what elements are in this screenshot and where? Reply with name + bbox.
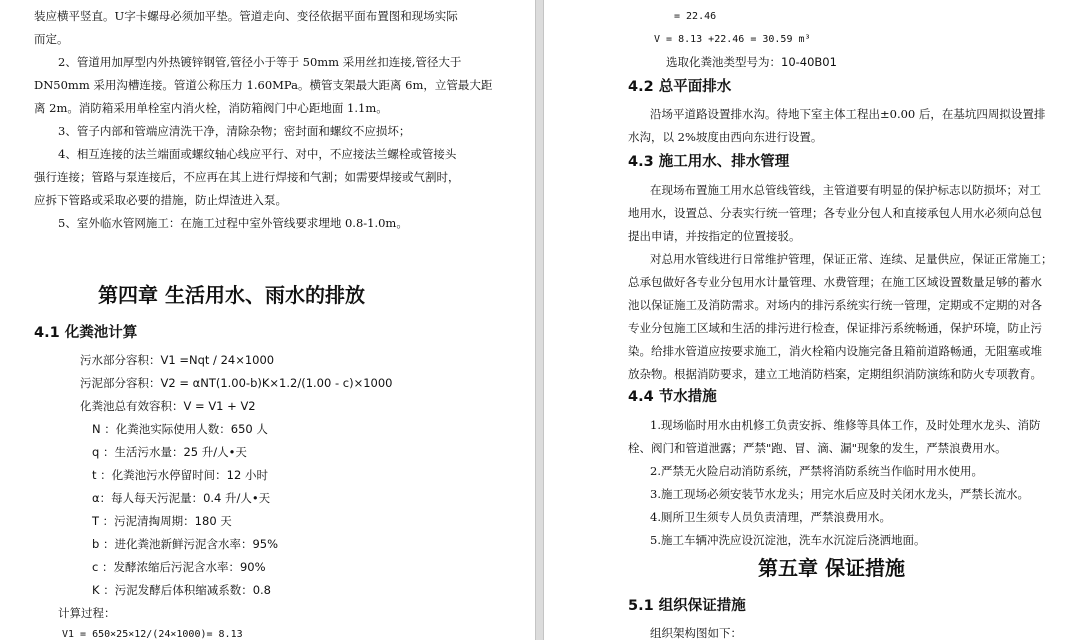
right-page <box>544 0 1080 640</box>
paragraph-line: 地用水，设置总、分表实行统一管理；各专业分包人和直接承包人用水必须向总包 <box>628 206 1042 220</box>
paragraph-line: 染。给排水管道应按要求施工，消火栓箱内设施完备且箱前道路畅通，无阻塞或堆 <box>628 344 1042 358</box>
paragraph-line: 4.厕所卫生须专人员负责清理，严禁浪费用水。 <box>650 510 891 524</box>
variable-c: c ：发酵浓缩后污泥含水率：90% <box>92 560 266 574</box>
section-5-1-heading: 5.1 组织保证措施 <box>628 598 746 614</box>
paragraph-line: 专业分包施工区域和生活的排污进行检查，保证排污系统畅通，保护环境，防止污 <box>628 321 1042 335</box>
paragraph-line: 5、室外临水管网施工：在施工过程中室外管线要求埋地 0.8-1.0m。 <box>58 216 408 230</box>
paragraph-line: 3、管子内部和管端应清洗干净，清除杂物；密封面和螺纹不应损坏； <box>58 124 411 138</box>
section-4-3-heading: 4.3 施工用水、排水管理 <box>628 154 790 170</box>
formula-v: 化粪池总有效容积：V = V1 + V2 <box>80 399 256 413</box>
variable-q: q ：生活污水量：25 升/人•天 <box>92 445 247 459</box>
paragraph-line: 总承包做好各专业分包用水计量管理、水费管理；在施工区域设置数量足够的蓄水 <box>628 275 1042 289</box>
paragraph-line: 3.施工现场必须安装节水龙头；用完水后应及时关闭水龙头，严禁长流水。 <box>650 487 1029 501</box>
paragraph-line: 1.现场临时用水由机修工负责安拆、维修等具体工作，及时处理水龙头、消防 <box>650 418 1041 432</box>
paragraph-line: 水沟，以 2%坡度由西向东进行设置。 <box>628 130 823 144</box>
calc-v-total: V = 8.13 +22.46 = 30.59 m³ <box>654 34 811 45</box>
paragraph-line: 应拆下管路或采取必要的措施，防止焊渣进入泵。 <box>34 193 287 207</box>
formula-v2: 污泥部分容积：V2 = αNT(1.00-b)K×1.2/(1.00 - c)×1000 <box>80 376 393 390</box>
tank-type: 选取化粪池类型号为：10-40B01 <box>666 55 837 69</box>
page-gutter <box>535 0 544 640</box>
section-4-4-heading: 4.4 节水措施 <box>628 389 717 405</box>
chapter-5-heading: 第五章 保证措施 <box>758 556 905 580</box>
calc-v1: V1 = 650×25×12/(24×1000)= 8.13 <box>62 629 243 640</box>
formula-v1: 污水部分容积：V1 =Nqt / 24×1000 <box>80 353 275 367</box>
paragraph-line: 4、相互连接的法兰端面或螺纹轴心线应平行、对中，不应接法兰螺栓或管接头 <box>58 147 457 161</box>
paragraph-line: 5.施工车辆冲洗应设沉淀池，洗车水沉淀后浇洒地面。 <box>650 533 926 547</box>
variable-k: K ：污泥发酵后体积缩减系数：0.8 <box>92 583 271 597</box>
paragraph-line: 提出申请，并按指定的位置接驳。 <box>628 229 801 243</box>
variable-alpha: α：每人每天污泥量：0.4 升/人•天 <box>92 491 271 505</box>
variable-n: N ：化粪池实际使用人数：650 人 <box>92 422 268 436</box>
paragraph-line: 2.严禁无火险启动消防系统，严禁将消防系统当作临时用水使用。 <box>650 464 983 478</box>
variable-T: T ：污泥清掏周期：180 天 <box>92 514 232 528</box>
chapter-4-heading: 第四章 生活用水、雨水的排放 <box>98 283 365 307</box>
variable-t: t ：化粪池污水停留时间：12 小时 <box>92 468 268 482</box>
paragraph-line: 放杂物。根据消防要求，建立工地消防档案，定期组织消防演练和防火专项教育。 <box>628 367 1042 381</box>
paragraph-line: 栓、阀门和管道泄露；严禁"跑、冒、滴、漏"现象的发生，严禁浪费用水。 <box>628 441 1007 455</box>
paragraph-line: 组织架构图如下： <box>650 626 742 640</box>
left-page <box>0 0 535 640</box>
paragraph-line: 强行连接；管路与泵连接后，不应再在其上进行焊接和气割；如需要焊接或气割时， <box>34 170 460 184</box>
paragraph-line: 在现场布置施工用水总管线管线，主管道要有明显的保护标志以防损坏；对工 <box>650 183 1041 197</box>
calc-v2-result: = 22.46 <box>674 11 717 22</box>
calc-label: 计算过程： <box>58 606 116 620</box>
paragraph-line: 2、管道用加厚型内外热镀锌钢管,管径小于等于 50mm 采用丝扣连接,管径大于 <box>58 55 462 69</box>
section-4-2-heading: 4.2 总平面排水 <box>628 79 732 95</box>
paragraph-line: DN50mm 采用沟槽连接。管道公称压力 1.60MPa。横管支架最大距离 6m，立管最大距 <box>34 78 493 92</box>
paragraph-line: 离 2m。消防箱采用单栓室内消火栓，消防箱阀门中心距地面 1.1m。 <box>34 101 388 115</box>
section-4-1-heading: 4.1 化粪池计算 <box>34 325 138 341</box>
paragraph-line: 装应横平竖直。U字卡螺母必须加平垫。管道走向、变径依据平面布置图和现场实际 <box>34 9 458 23</box>
paragraph-line: 沿场平道路设置排水沟。待地下室主体工程出±0.00 后，在基坑四周拟设置排 <box>650 107 1046 121</box>
paragraph-line: 对总用水管线进行日常维护管理，保证正常、连续、足量供应，保证正常施工； <box>650 252 1053 266</box>
variable-b: b ：进化粪池新鲜污泥含水率：95% <box>92 537 279 551</box>
paragraph-line: 池以保证施工及消防需求。对场内的排污系统实行统一管理，定期或不定期的对各 <box>628 298 1042 312</box>
paragraph-line: 而定。 <box>34 32 69 46</box>
